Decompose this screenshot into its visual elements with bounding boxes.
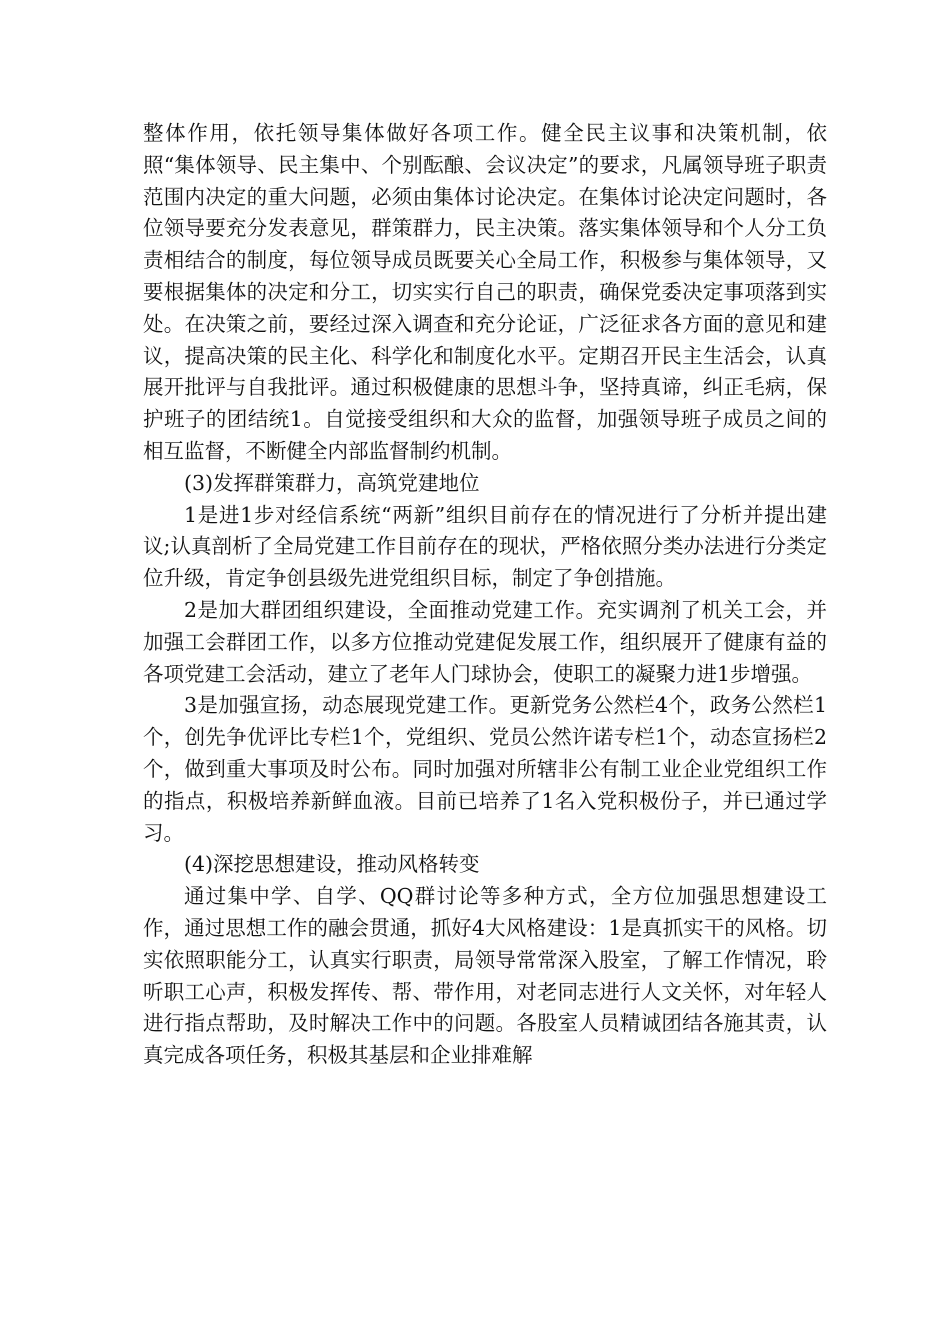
paragraph-style-building: 通过集中学、自学、QQ群讨论等多种方式，全方位加强思想建设工作，通过思想工作的融会贯通，抓好4大风格建设：1是真抓实干的风格。切实依照职能分工，认真实行职责，局领导常常深入股室，了解工作情况，聆听职工心声，积极发挥传、帮、带作用，对老同志进行人文关怀，对年轻人进行指点帮助，及时解决工作中的问题。各股室人员精诚团结各施其责，认真完成各项任务，积极其基层和企业排难解 — [143, 884, 827, 1068]
paragraph-point-3: 3是加强宣扬，动态展现党建工作。更新党务公然栏4个，政务公然栏1个，创先争优评比专栏1个，党组织、党员公然许诺专栏1个，动态宣扬栏2个，做到重大事项及时公布。同时加强对所辖非公有制工业企业党组织工作的指点，积极培养新鲜血液。目前已培养了1名入党积极份子，并已通过学习。 — [143, 693, 827, 845]
paragraph-point-1: 1是进1步对经信系统“两新”组织目前存在的情况进行了分析并提出建议;认真剖析了全局党建工作目前存在的现状，严格依照分类办法进行分类定位升级，肯定争创县级先进党组织目标，制定了争创措施。 — [143, 502, 827, 591]
paragraph-body-continued: 整体作用，依托领导集体做好各项工作。健全民主议事和决策机制，依照“集体领导、民主集中、个别酝酿、会议决定”的要求，凡属领导班子职责范围内决定的重大问题，必须由集体讨论决定。在集体讨论决定问题时，各位领导要充分发表意见，群策群力，民主决策。落实集体领导和个人分工负责相结合的制度，每位领导成员既要关心全局工作，积极参与集体领导，又要根据集体的决定和分工，切实实行自己的职责，确保党委决定事项落到实处。在决策之前，要经过深入调查和充分论证，广泛征求各方面的意见和建议，提高决策的民主化、科学化和制度化水平。定期召开民主生活会，认真展开批评与自我批评。通过积极健康的思想斗争，坚持真谛，纠正毛病，保护班子的团结统1。自觉接受组织和大众的监督，加强领导班子成员之间的相互监督，不断健全内部监督制约机制。 — [143, 121, 827, 463]
document-page — [143, 118, 827, 1072]
section-heading-4: (4)深挖思想建设，推动风格转变 — [184, 852, 480, 877]
paragraph-point-2: 2是加大群团组织建设，全面推动党建工作。充实调剂了机关工会，并加强工会群团工作，以多方位推动党建促发展工作，组织展开了健康有益的各项党建工会活动，建立了老年人门球协会，使职工的凝聚力进1步增强。 — [143, 597, 827, 686]
section-heading-3: (3)发挥群策群力，高筑党建地位 — [184, 470, 480, 495]
